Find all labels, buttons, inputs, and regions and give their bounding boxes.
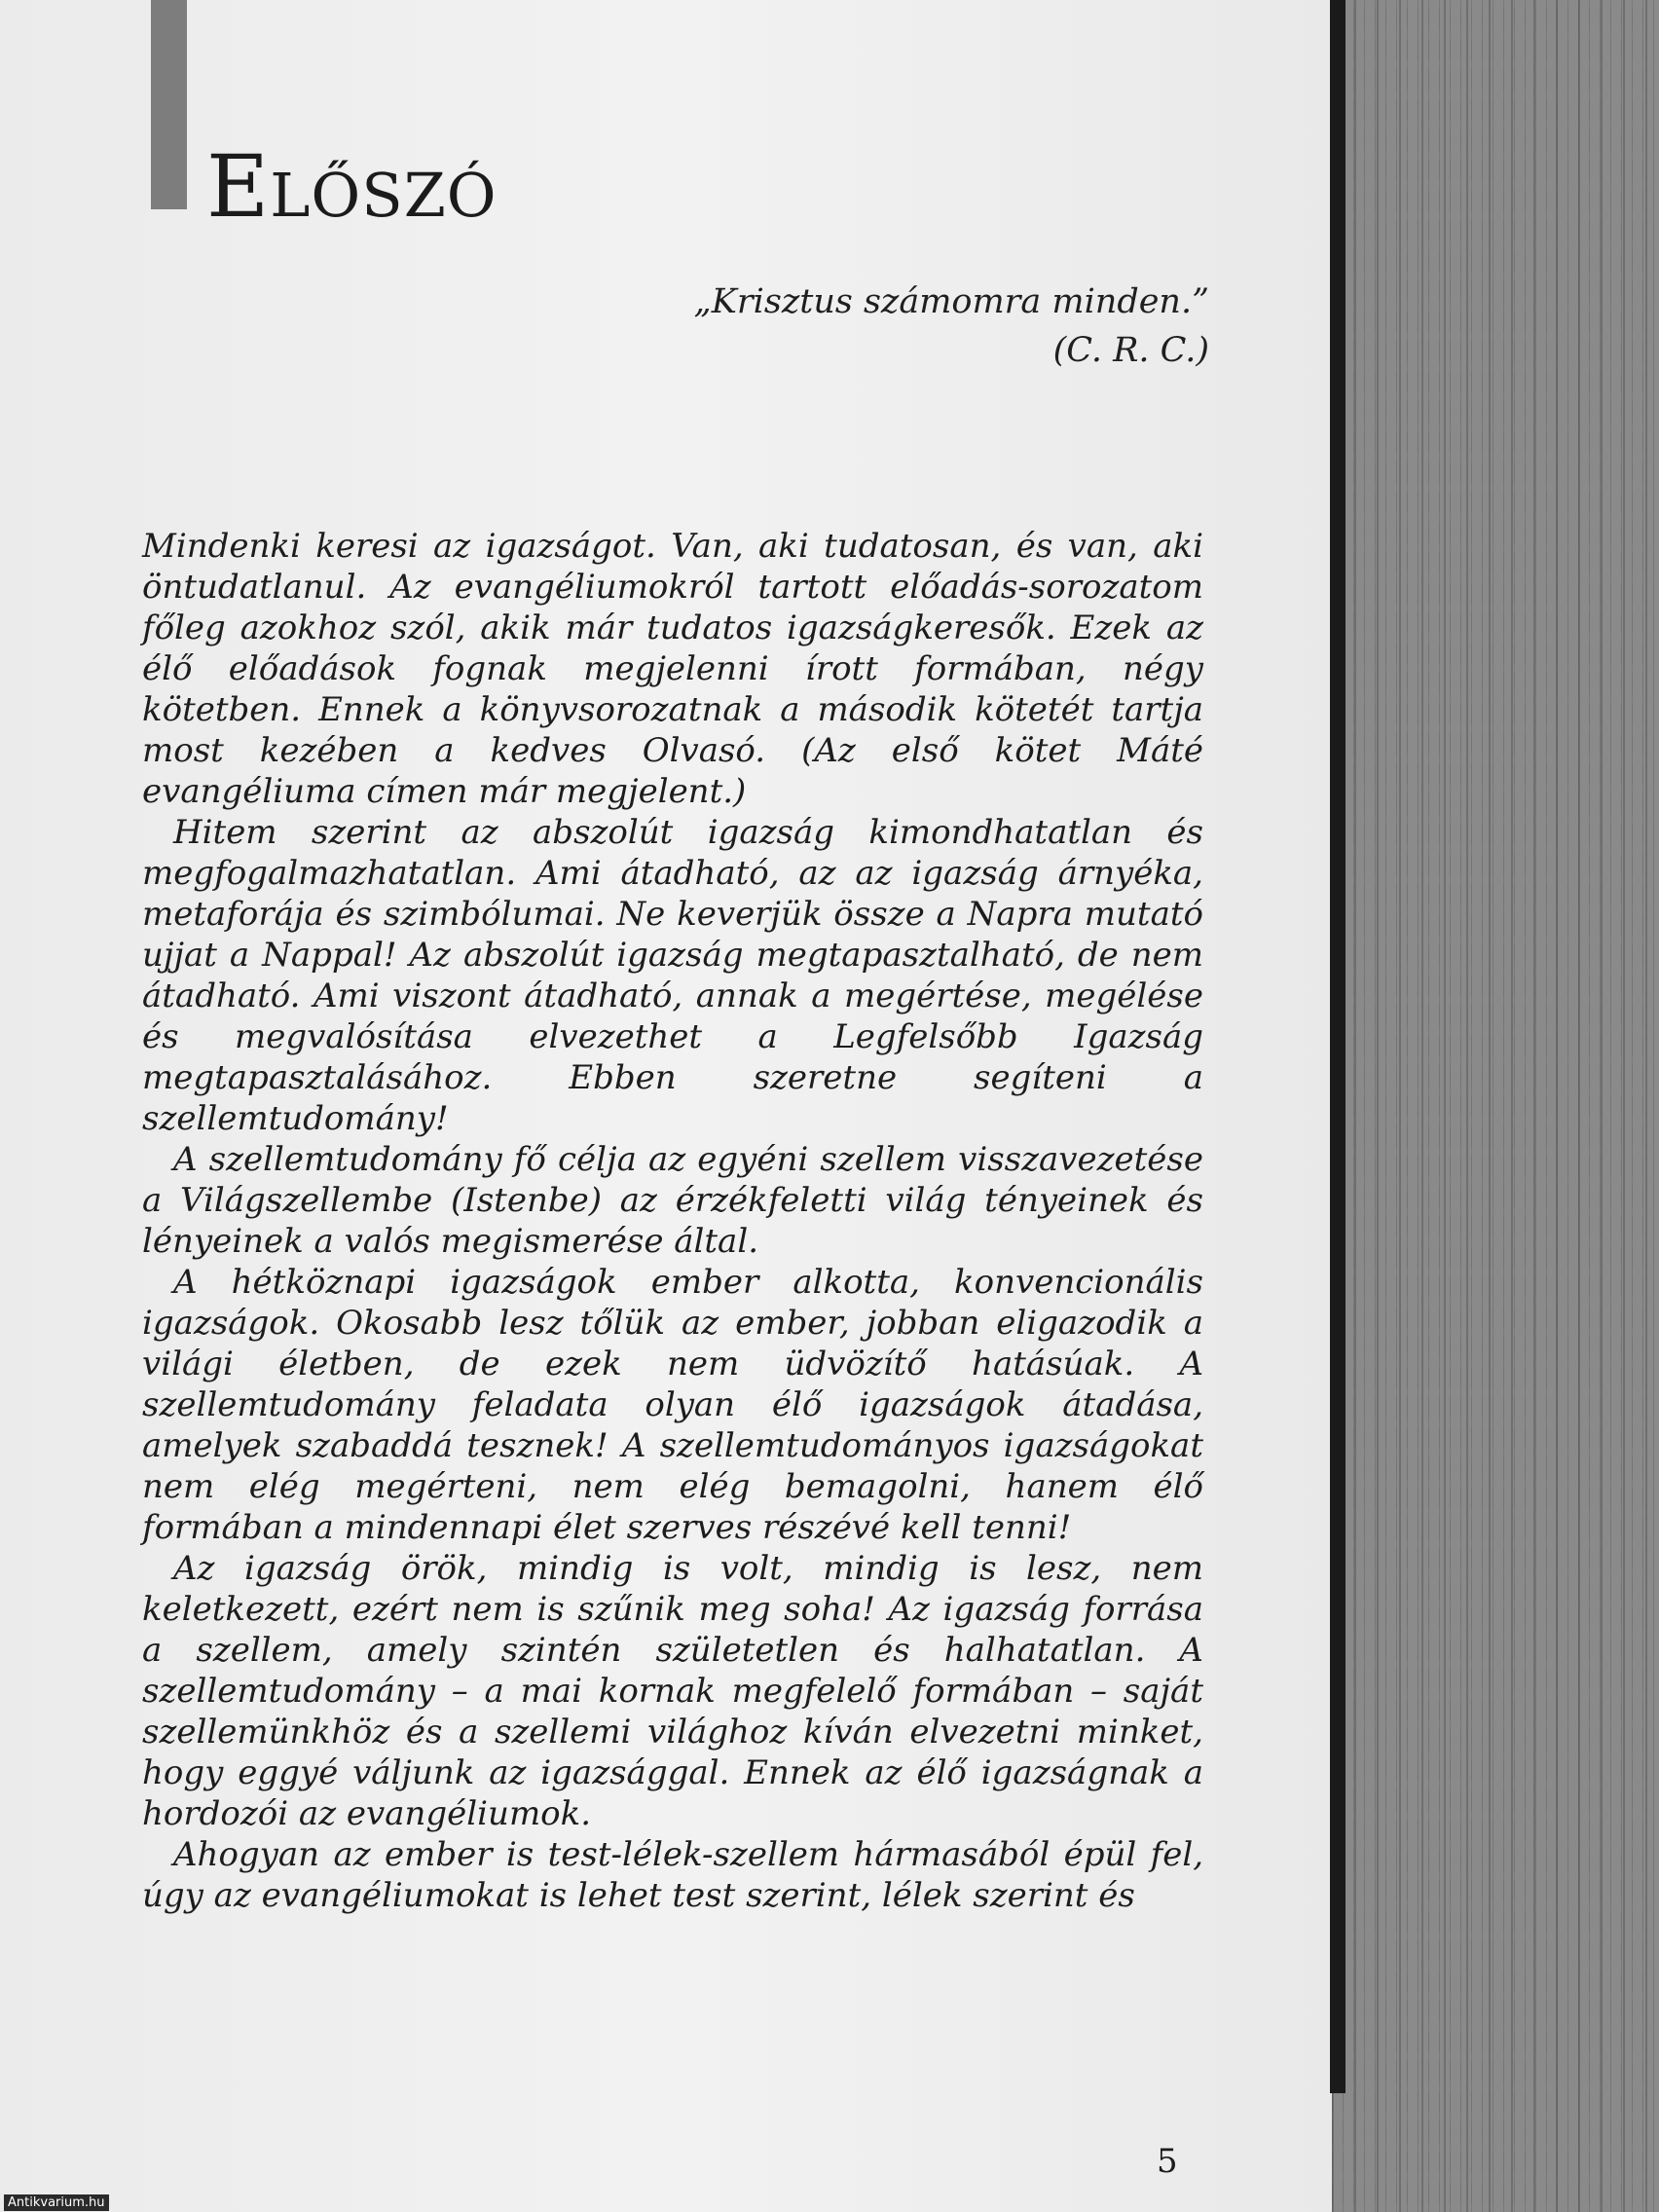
page-number: 5 [1157,2142,1178,2181]
paragraph: Hitem szerint az abszolút igazság kimondhatatlan és megfogalmazhatatlan. Ami átadható, az az igazság árnyéka, metaforája és szimbólumai. Ne keverjük össze a Napra mutató ujjat a Nappal! Az abszolút igazság megtapasztalható, de nem átadható. Ami viszont átadható, annak a megértése, megélése és megvalósítása elvezethet a Legfelsőbb Igazság megtapasztalásához. Ebben szeretne segíteni a szellemtudomány! [142,813,1203,1138]
body-text [142,526,1203,1916]
paragraph: A hétköznapi igazságok ember alkotta, konvencionális igazságok. Okosabb lesz tőlük az ember, jobban eligazodik a világi életben, de ezek nem üdvözítő hatásúak. A szellemtudomány feladata olyan élő igazságok átadása, amelyek szabaddá tesznek! A szellemtudományos igazságokat nem elég megérteni, nem elég bemagolni, hanem élő formában a mindennapi élet szerves részévé kell tenni! [142,1263,1203,1547]
epigraph-quote: „Krisztus számomra minden.” [693,282,1209,321]
background-surface [1332,0,1659,2212]
watermark: Antikvarium.hu [4,2194,109,2211]
paragraph: A szellemtudomány fő célja az egyéni szellem visszavezetése a Világszellembe (Istenbe) az érzékfeletti világ tényeinek és lényeinek a valós megismerése által. [142,1140,1203,1261]
epigraph-attribution: (C. R. C.) [1052,331,1209,370]
paragraph: Az igazság örök, mindig is volt, mindig is lesz, nem keletkezett, ezért nem is szűnik meg soha! Az igazság forrása a szellem, amely szintén születetlen és halhatatlan. A szellemtudomány – a mai kornak megfelelő formában – saját szellemünkhöz és a szellemi világhoz kíván elvezetni minket, hogy eggyé váljunk az igazsággal. Ennek az élő igazságnak a hordozói az evangéliumok. [142,1549,1203,1833]
page-edge-shadow [1330,0,1346,2093]
paragraph: Mindenki keresi az igazságot. Van, aki tudatosan, és van, aki öntudatlanul. Az evangéliumokról tartott előadás-sorozatom főleg azokhoz szól, akik már tudatos igazságkeresők. Ezek az élő előadások fognak megjelenni írott formában, négy kötetben. Ennek a könyvsorozatnak a második kötetét tartja most kezében a kedves Olvasó. (Az első kötet Máté evangéliuma címen már megjelent.) [142,527,1203,811]
epigraph [694,277,1209,375]
chapter-marker-bar [151,0,187,209]
chapter-title: Előszó [206,136,498,237]
paragraph: Ahogyan az ember is test-lélek-szellem hármasából épül fel, úgy az evangéliumokat is lehet test szerint, lélek szerint és [142,1835,1203,1915]
